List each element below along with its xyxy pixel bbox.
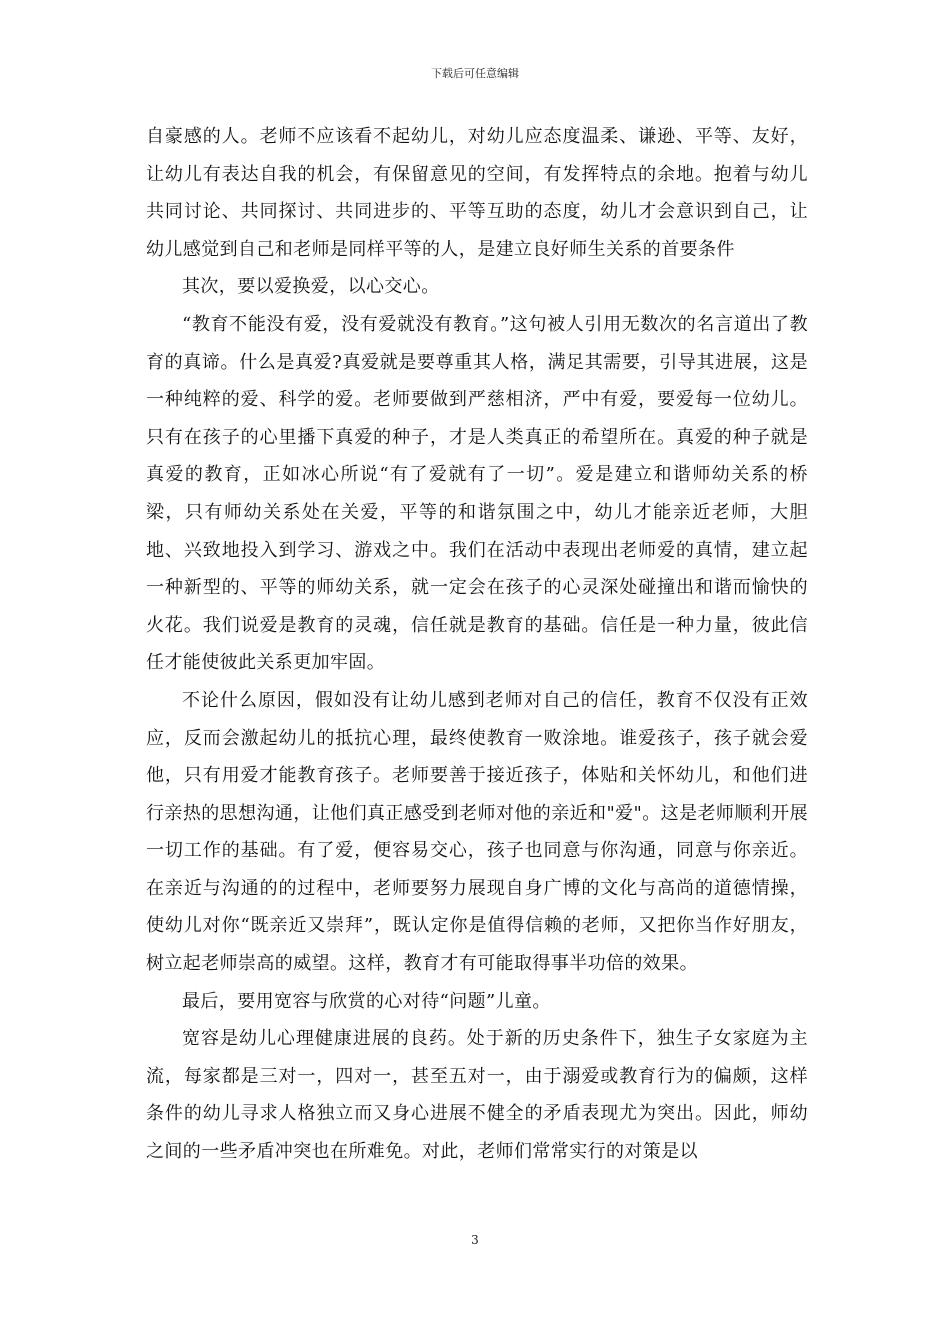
page-number: 3 <box>471 1233 479 1247</box>
paragraph: 自豪感的人。老师不应该看不起幼儿，对幼儿应态度温柔、谦逊、平等、友好，让幼儿有表达自我的机会，有保留意见的空间，有发挥特点的余地。抱着与幼儿共同讨论、共同探讨、共同进步的、平等互助的态度，幼儿才会意识到自己，让幼儿感觉到自己和老师是同样平等的人，是建立良好师生关系的首要条件 <box>146 126 808 260</box>
paragraph: “教育不能没有爱，没有爱就没有教育。”这句被人引用无数次的名言道出了教育的真谛。什么是真爱?真爱就是要尊重其人格，满足其需要，引导其进展，这是一种纯粹的爱、科学的爱。老师要做到严慈相济，严中有爱，要爱每一位幼儿。只有在孩子的心里播下真爱的种子，才是人类真正的希望所在。真爱的种子就是真爱的教育，正如冰心所说“有了爱就有了一切”。爱是建立和谐师幼关系的桥梁，只有师幼关系处在关爱，平等的和谐氛围之中，幼儿才能亲近老师，大胆地、兴致地投入到学习、游戏之中。我们在活动中表现出老师爱的真情，建立起一种新型的、平等的师幼关系，就一定会在孩子的心灵深处碰撞出和谐而愉快的火花。我们说爱是教育的灵魂，信任就是教育的基础。信任是一种力量，彼此信任才能使彼此关系更加牢固。 <box>146 313 808 674</box>
page-header: 下载后可任意编辑 <box>431 67 519 80</box>
paragraph: 最后，要用宽容与欣赏的心对待“问题”儿童。 <box>182 990 551 1012</box>
paragraph: 其次，要以爱换爱，以心交心。 <box>182 276 440 298</box>
document-body <box>146 118 808 1171</box>
paragraph: 宽容是幼儿心理健康进展的良药。处于新的历史条件下，独生子女家庭为主流，每家都是三对一，四对一，甚至五对一，由于溺爱或教育行为的偏颇，这样条件的幼儿寻求人格独立而又身心进展不健全的矛盾表现尤为突出。因此，师幼之间的一些矛盾冲突也在所难免。对此，老师们常常实行的对策是以 <box>146 1028 808 1163</box>
paragraph: 不论什么原因，假如没有让幼儿感到老师对自己的信任，教育不仅没有正效应，反而会激起幼儿的抵抗心理，最终使教育一败涂地。谁爱孩子，孩子就会爱他，只有用爱才能教育孩子。老师要善于接近孩子，体贴和关怀幼儿，和他们进行亲热的思想沟通，让他们真正感受到老师对他的亲近和"爱"。这是老师顺利开展一切工作的基础。有了爱，便容易交心，孩子也同意与你沟通，同意与你亲近。在亲近与沟通的的过程中，老师要努力展现自身广博的文化与高尚的道德情操，使幼儿对你“既亲近又崇拜”，既认定你是值得信赖的老师，又把你当作好朋友，树立起老师崇高的威望。这样，教育才有可能取得事半功倍的效果。 <box>146 689 808 975</box>
